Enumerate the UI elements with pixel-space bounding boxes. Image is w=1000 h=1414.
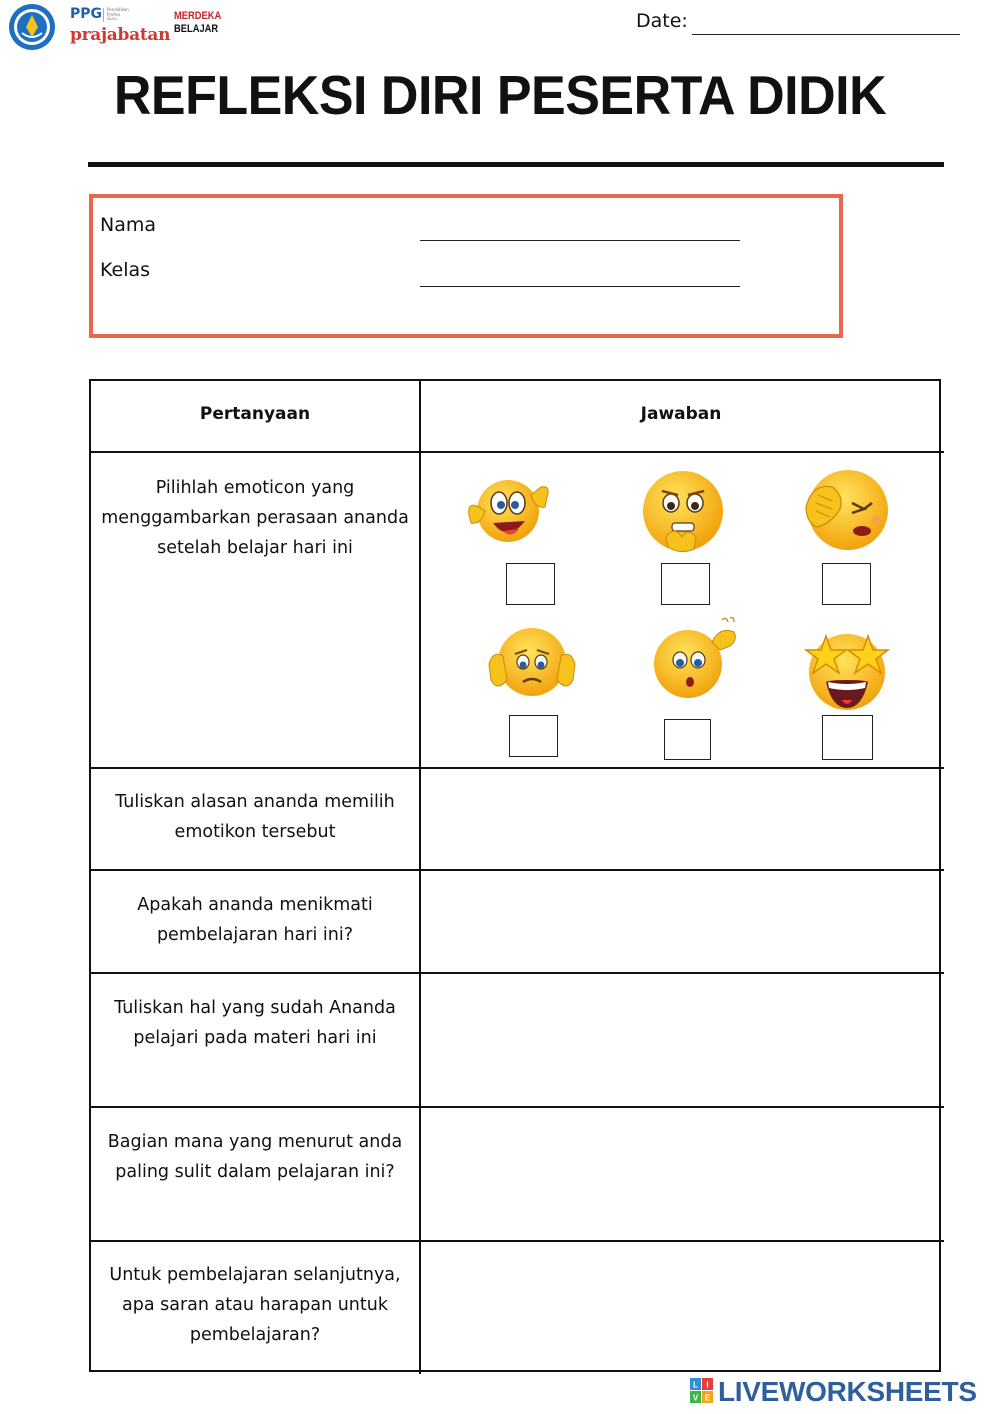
- name-label: Nama: [100, 214, 157, 236]
- question-4: Tuliskan hal yang sudah Ananda pelajari pada materi hari ini: [114, 998, 396, 1048]
- liveworksheets-watermark: [690, 1376, 990, 1408]
- class-input-line[interactable]: [420, 286, 740, 287]
- title-divider: [88, 162, 944, 167]
- merdeka-belajar-logo: [174, 10, 222, 36]
- anxious-biting-nails-emoji-icon: [638, 467, 728, 557]
- logo-letter-l: L: [693, 1380, 698, 1390]
- emoji-checkbox-2[interactable]: [661, 563, 710, 605]
- identity-box: [89, 194, 843, 338]
- answer-area-5[interactable]: [421, 1108, 941, 1240]
- row-divider: [89, 451, 944, 453]
- ppg-subtext: Pendidikan Profesi Guru: [103, 8, 129, 22]
- answer-area-4[interactable]: [421, 974, 941, 1106]
- date-input-line[interactable]: [692, 34, 960, 35]
- merdeka-text: MERDEKA: [174, 10, 222, 22]
- watermark-text: LIVEWORKSHEETS: [718, 1376, 977, 1407]
- ppg-text: PPG: [70, 6, 103, 22]
- ppg-prajabatan-logo: [70, 6, 180, 46]
- logo-letter-i: I: [706, 1380, 709, 1390]
- emoji-checkbox-5[interactable]: [664, 719, 711, 760]
- sad-hands-on-cheeks-emoji-icon: [487, 620, 577, 710]
- answer-area-6[interactable]: [421, 1242, 941, 1372]
- answer-area-3[interactable]: [421, 871, 941, 972]
- question-2: Tuliskan alasan ananda memilih emotikon tersebut: [115, 792, 395, 842]
- emoji-checkbox-6[interactable]: [822, 715, 873, 760]
- date-label: Date:: [636, 10, 688, 32]
- question-1: Pilihlah emoticon yang menggambarkan perasaan ananda setelah belajar hari ini: [101, 478, 409, 558]
- star-struck-emoji-icon: [802, 626, 892, 716]
- class-label: Kelas: [100, 259, 151, 281]
- emoji-checkbox-4[interactable]: [509, 715, 558, 757]
- page-title: REFLEKSI DIRI PESERTA DIDIK: [113, 65, 887, 127]
- answer-area-2[interactable]: [421, 769, 941, 869]
- logo-letter-e: E: [704, 1393, 711, 1403]
- question-3: Apakah ananda menikmati pembelajaran hari ini?: [137, 895, 373, 945]
- header-question: Pertanyaan: [199, 404, 311, 424]
- header-answer: Jawaban: [640, 404, 722, 424]
- question-6: Untuk pembelajaran selanjutnya, apa saran atau harapan untuk pembelajaran?: [109, 1265, 401, 1345]
- confused-scratching-head-emoji-icon: [650, 614, 740, 704]
- facepalm-emoji-icon: [802, 465, 892, 555]
- emoji-checkbox-1[interactable]: [506, 563, 555, 605]
- question-5: Bagian mana yang menurut anda paling sulit dalam pelajaran ini?: [107, 1132, 403, 1182]
- thumbs-up-happy-emoji-icon: [463, 467, 553, 557]
- liveworksheets-logo-icon: [690, 1378, 714, 1404]
- belajar-text: BELAJAR: [174, 23, 219, 35]
- name-input-line[interactable]: [420, 240, 740, 241]
- prajabatan-text: prajabatan: [70, 25, 171, 45]
- emoji-checkbox-3[interactable]: [822, 563, 871, 605]
- logo-letter-v: V: [692, 1393, 699, 1403]
- kemendikbud-logo: [8, 3, 56, 51]
